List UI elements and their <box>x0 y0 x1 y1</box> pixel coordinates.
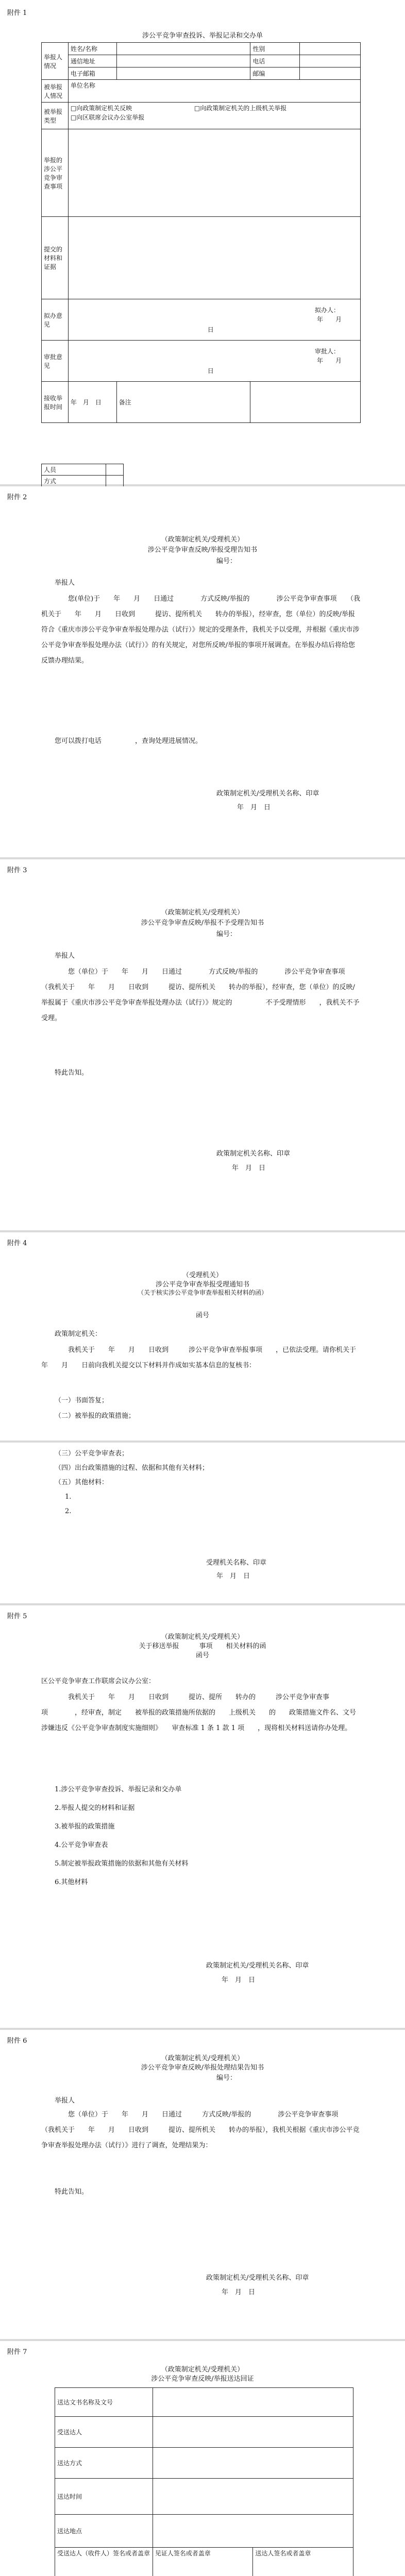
time-label: 接收举报时间 <box>42 382 69 423</box>
notice-body: 您（单位）于 年 月 日通过 方式反映/举报的 涉公平竞争审查事项 （我机关于 年 月 日收到 提访、提所机关 转办的举报），我机关根据《重庆市涉公平竞争审查举报处理办法（试行）》进行了调查，处理结果为： <box>41 2111 360 2149</box>
signature: 受理机关名称、印章 <box>206 1559 267 1567</box>
material-value[interactable] <box>68 217 360 299</box>
option-superior[interactable]: □向政策制定机关的上级机关举报 <box>194 105 287 112</box>
postcode-value[interactable] <box>300 67 361 80</box>
opinion2-cell[interactable] <box>68 341 360 382</box>
form-title: 涉公平竞争审查投诉、举报记录和交办单 <box>142 32 263 40</box>
recipient-label: 受送达人 <box>55 2417 153 2448</box>
page-attachment-6 <box>0 2030 405 2339</box>
place-value[interactable] <box>153 2515 353 2548</box>
attachment-label: 附件 5 <box>7 1613 27 1620</box>
reported-label: 被举报人情况 <box>42 80 69 103</box>
notice-title: 涉公平竞争审查反映/举报不予受理告知书 <box>141 919 264 927</box>
page-attachment-7 <box>0 2341 405 2576</box>
item-1: （一）书面答复； <box>55 1397 109 1404</box>
name-label: 姓名/名称 <box>68 43 116 55</box>
notice-number: 编号： <box>216 930 237 938</box>
sub-item-1: 1. <box>65 1493 72 1501</box>
list-item-1: 1.涉公平竞争审查投诉、举报记录和交办单 <box>55 1786 182 1793</box>
receipt-title: 涉公平竞争审查反映/举报送达回证 <box>151 2375 254 2383</box>
server-sign-label: 送达人签名或者盖章 <box>255 2550 311 2557</box>
opinion2-label: 审批意见 <box>42 341 69 382</box>
gender-value[interactable] <box>300 43 361 55</box>
sign-date: 年 月 日 <box>216 1572 250 1580</box>
handler-label: 拟办人： <box>314 307 340 314</box>
addressee: 举报人 <box>55 952 75 960</box>
attachment-label: 附件 7 <box>7 2348 27 2356</box>
sign-date: 年 月 日 <box>222 2289 256 2296</box>
place-label: 送达地点 <box>55 2515 153 2548</box>
list-item-6: 6.其他材料 <box>55 1878 88 1886</box>
phone-label: 电话 <box>250 55 300 67</box>
postcode-label: 邮编 <box>250 67 300 80</box>
item-5: （五）其他材料： <box>55 1479 109 1486</box>
addressee: 举报人 <box>55 579 75 587</box>
issuer-header: （政策制定机关/受理机关） <box>161 909 244 917</box>
notice-title: 涉公平竞争审查反映/举报受理告知书 <box>147 546 258 554</box>
attachment-label: 附件 4 <box>7 1240 27 1247</box>
list-item-3: 3.被举报的政策措施 <box>55 1823 115 1831</box>
type-label: 被举报类型 <box>42 103 69 129</box>
letter-title: 关于移送举报 事项 相关材料的函 <box>139 1642 266 1650</box>
letter-number: 函号 <box>195 1312 209 1319</box>
address-value[interactable] <box>116 55 250 67</box>
page-attachment-2 <box>0 486 405 857</box>
addressee: 政策制定机关： <box>55 1330 102 1338</box>
letter-body: 我机关于 年 月 日收到 提访、提所 转办的 涉公平竞争审查事项 ，经审查，制定 被举报的政策措施所依据的 上级机关 的 政策措施文件名、文号 涉嫌违反《公平竞争审查制度实施细则》 审查标准 1 条 1 款 1 项 ，现将相关材料送请你办处理。 <box>41 1693 370 1732</box>
method-label: 送达方式 <box>55 2448 153 2479</box>
approver-label: 审批人： <box>314 348 340 355</box>
addressee: 区公平竞争审查工作联席会议办公室： <box>41 1677 156 1685</box>
attachment-list <box>55 1781 188 1892</box>
addressee: 举报人 <box>55 2097 75 2105</box>
method-label: 方式 <box>42 476 106 487</box>
email-value[interactable] <box>116 67 250 80</box>
signature: 政策制定机关/受理机关名称、印章 <box>206 1962 309 1970</box>
attachment-label: 附件 6 <box>7 2037 27 2045</box>
sign-date: 年 月 日 <box>237 804 271 811</box>
doc-name-label: 送达文书名称及文号 <box>55 2388 153 2417</box>
time-label: 送达时间 <box>55 2479 153 2515</box>
issuer-header: （政策制定机关/受理机关） <box>161 536 244 544</box>
signature: 政策制定机关/受理机关名称、印章 <box>216 790 319 798</box>
notice-number: 编号： <box>216 557 237 565</box>
letter-number: 函号 <box>195 1652 209 1659</box>
sign-date: 年 月 日 <box>232 1164 266 1172</box>
matter-value[interactable] <box>68 129 360 217</box>
list-item-5: 5.制定被举报政策措施的依据和其他有关材料 <box>55 1860 189 1868</box>
server-sign-cell[interactable] <box>253 2548 353 2576</box>
required-items-cont <box>55 1447 209 1519</box>
time-value[interactable]: 年 月 日 <box>68 382 116 423</box>
list-item-4: 4.公平竞争审查表 <box>55 1841 108 1849</box>
item-3: （三）公平竞争审查表； <box>55 1450 129 1458</box>
name-value[interactable] <box>116 43 250 55</box>
notice-subtitle: （关于核实涉公平竞争审查举报相关材料的函） <box>137 1289 267 1296</box>
issuer-header: （政策制定机关/受理机关） <box>161 2055 244 2062</box>
recipient-sign-cell[interactable] <box>55 2548 153 2576</box>
sign-date: 年 月 日 <box>222 1976 256 1984</box>
notice-body: 您(单位)于 年 月 日通过 方式反映/举报的 涉公平竞争审查事项 （我机关于 年 月 日收到 提访、提所机关 转办的举报），经审查，您（单位）的反映/举报符合《重庆市涉公平竞争审查举报处理办法（试行）》规定的受理条件，我机关予以受理，并根据《重庆市涉公平竞争审查举报处理办法（试行）》的有关规定，对您所反映/举报的事项开展调查。在举报办结后将给您反馈办理结果。 <box>41 595 361 665</box>
remark-value[interactable] <box>250 382 361 423</box>
witness-sign-label: 见证人签名或者盖章 <box>155 2550 211 2557</box>
opinion1-label: 拟办意见 <box>42 299 69 341</box>
issuer-header: （政策制定机关/受理机关） <box>161 2366 244 2374</box>
issuer-header: （受理机关） <box>182 1272 223 1279</box>
required-items <box>55 1393 135 1424</box>
approver-day: 日 <box>207 367 214 375</box>
gender-label: 性别 <box>250 43 300 55</box>
material-label: 提交的材料和证据 <box>42 217 69 299</box>
address-label: 通信地址 <box>68 55 116 67</box>
signature-strip <box>41 464 124 487</box>
attachment-label: 附件 3 <box>7 867 27 874</box>
page-attachment-5 <box>0 1605 405 2028</box>
signature: 政策制定机关名称、印章 <box>216 1150 291 1158</box>
handler-day: 日 <box>207 326 214 333</box>
remark-label: 备注 <box>116 382 250 423</box>
item-2: （二）被举报的政策措施； <box>55 1412 136 1420</box>
option-office[interactable]: □向区联席会议办公室举报 <box>70 114 145 121</box>
doc-name-value[interactable] <box>153 2388 353 2417</box>
complaint-record-table <box>41 42 361 423</box>
method-value[interactable] <box>153 2448 353 2479</box>
item-4: （四）出台政策措施的过程、依据和其他有关材料； <box>55 1464 209 1472</box>
notice-body: 您（单位）于 年 月 日通过 方式反映/举报的 涉公平竞争审查事项 （我机关于 年 月 日收到 提访、提所机关 转办的举报），经审查，您（单位）的反映/举报属于《重庆市涉公平竞争审查举报处理办法（试行）》规定的 不予受理情形 ，我机关不予受理。 <box>41 968 360 1022</box>
issuer-header: （政策制定机关/受理机关） <box>161 1633 244 1641</box>
notice-note: 特此告知。 <box>55 1069 89 1077</box>
email-label: 电子邮箱 <box>68 67 116 80</box>
matter-label: 举报的涉公平竞争审查事项 <box>42 129 69 217</box>
notice-title: 涉公平竞争审查举报受理通知书 <box>155 1281 249 1289</box>
approver-date: 年 月 <box>316 357 342 364</box>
service-receipt-table <box>55 2387 353 2576</box>
notice-title: 涉公平竞争审查反映/举报处理结果告知书 <box>141 2064 264 2072</box>
notice-number: 编号： <box>216 2074 237 2082</box>
opinion1-cell[interactable] <box>68 299 360 341</box>
attachment-label: 附件 1 <box>7 9 27 17</box>
recipient-sign-label: 受送达人（收件人）签名或者盖章 <box>57 2550 150 2557</box>
page-break <box>0 1440 405 1443</box>
option-reflect[interactable]: □向政策制定机关反映 <box>70 105 132 112</box>
attachment-label: 附件 2 <box>7 494 27 501</box>
reporter-label: 举报人情况 <box>42 43 69 80</box>
page-attachment-3 <box>0 859 405 1230</box>
handler-date: 年 月 <box>316 316 342 323</box>
notice-note: 特此告知。 <box>55 2188 89 2196</box>
page-attachment-4 <box>0 1232 405 1603</box>
phone-value[interactable] <box>300 55 361 67</box>
person-label: 人员 <box>42 464 106 476</box>
notice-body: 我机关于 年 月 日收到 涉公平竞争审查举报事项 ，已依法受理。请你机关于 年 月 日前向我机关提交以下材料并作成如实基本信息的复核书： <box>41 1346 370 1369</box>
list-item-2: 2.举报人提交的材料和证据 <box>55 1804 135 1812</box>
page-attachment-1 <box>0 0 405 484</box>
notice-note: 您可以拨打电话 ，查询处理进展情况。 <box>55 737 202 745</box>
time-value[interactable] <box>153 2479 353 2515</box>
witness-sign-cell[interactable] <box>153 2548 253 2576</box>
sub-item-2: 2. <box>65 1507 72 1515</box>
reported-name-label: 单位名称 <box>68 80 360 103</box>
recipient-value[interactable] <box>153 2417 353 2448</box>
signature: 政策制定机关/受理机关名称、印章 <box>206 2274 309 2282</box>
type-options <box>68 103 360 129</box>
